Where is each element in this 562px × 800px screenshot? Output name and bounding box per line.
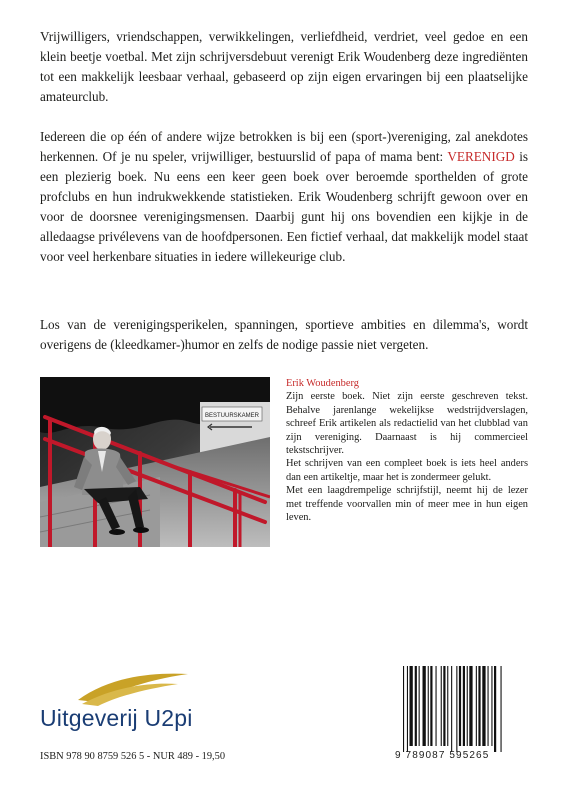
blurb-paragraph-2-end: is een plezierig boek. Nu eens een keer geen boek over beroemde sporthelden of grote profclubs en hun indrukwekkende statistieken. Erik Woudenberg schrijft gewoon over en voor de doorsnee verenigingsmensen. Daarbij gunt hij ons bovendien een kijkje in de alledaagse privélevens van de hoofdpersonen. Een fictief verhaal, dat makkelijk model staat voor veel herkenbare situaties in iedere willekeurige club. bbox=[40, 149, 529, 264]
author-name: Erik Woudenberg bbox=[286, 378, 359, 389]
publisher-name: Uitgeverij U2pi bbox=[40, 705, 193, 731]
author-bio-text-1: Zijn eerste boek. Niet zijn eerste geschreven tekst. Behalve jarenlange wekelijkse wedstrijdverslagen, schreef Erik artikelen als redactielid van het clubblad van zijn vereniging. Daarnaast is hij commercieel tekstschrijver. bbox=[286, 391, 528, 457]
author-bio-text-3: Met een laagdrempelige schrijfstijl, neemt hij de lezer met treffende voorvallen min of meer mee in hun eigen leven. bbox=[286, 485, 528, 524]
author-bio-text-2: Het schrijven van een compleet boek is iets heel anders dan een artikeltje, maar het is zondermeer gelukt. bbox=[286, 458, 528, 483]
blurb-paragraph-2-start: Iedereen die op één of andere wijze betrokken is bij een (sport-)vereniging, zal anekdotes herkennen. Of je nu speler, vrijwilliger, bestuurslid of papa of mama bent: bbox=[40, 129, 528, 164]
isbn-line: ISBN 978 90 8759 526 5 - NUR 489 - 19,50 bbox=[40, 751, 226, 762]
sign-text: BESTUURSKAMER bbox=[204, 413, 260, 419]
barcode-digits: 9 789087 595265 bbox=[395, 750, 490, 761]
blurb-paragraph-3: Los van de verenigingsperikelen, spanningen, sportieve ambities en dilemma's, wordt overigens de (kleedkamer-)humor en zelfs de nodige passie niet vergeten. bbox=[40, 317, 528, 352]
author-bio bbox=[286, 377, 528, 524]
book-title-highlight: VERENIGD bbox=[447, 149, 515, 164]
author-photo bbox=[40, 377, 270, 547]
blurb-paragraph-1: Vrijwilligers, vriendschappen, verwikkelingen, verliefdheid, verdriet, veel gedoe en een klein beetje voetbal. Met zijn schrijversdebuut verenigt Erik Woudenberg deze ingrediënten tot een makkelijk leesbaar verhaal, gebaseerd op zijn eigen ervaringen bij een plaatselijke amateurclub. bbox=[40, 29, 528, 104]
blurb-paragraph-2 bbox=[40, 127, 528, 267]
